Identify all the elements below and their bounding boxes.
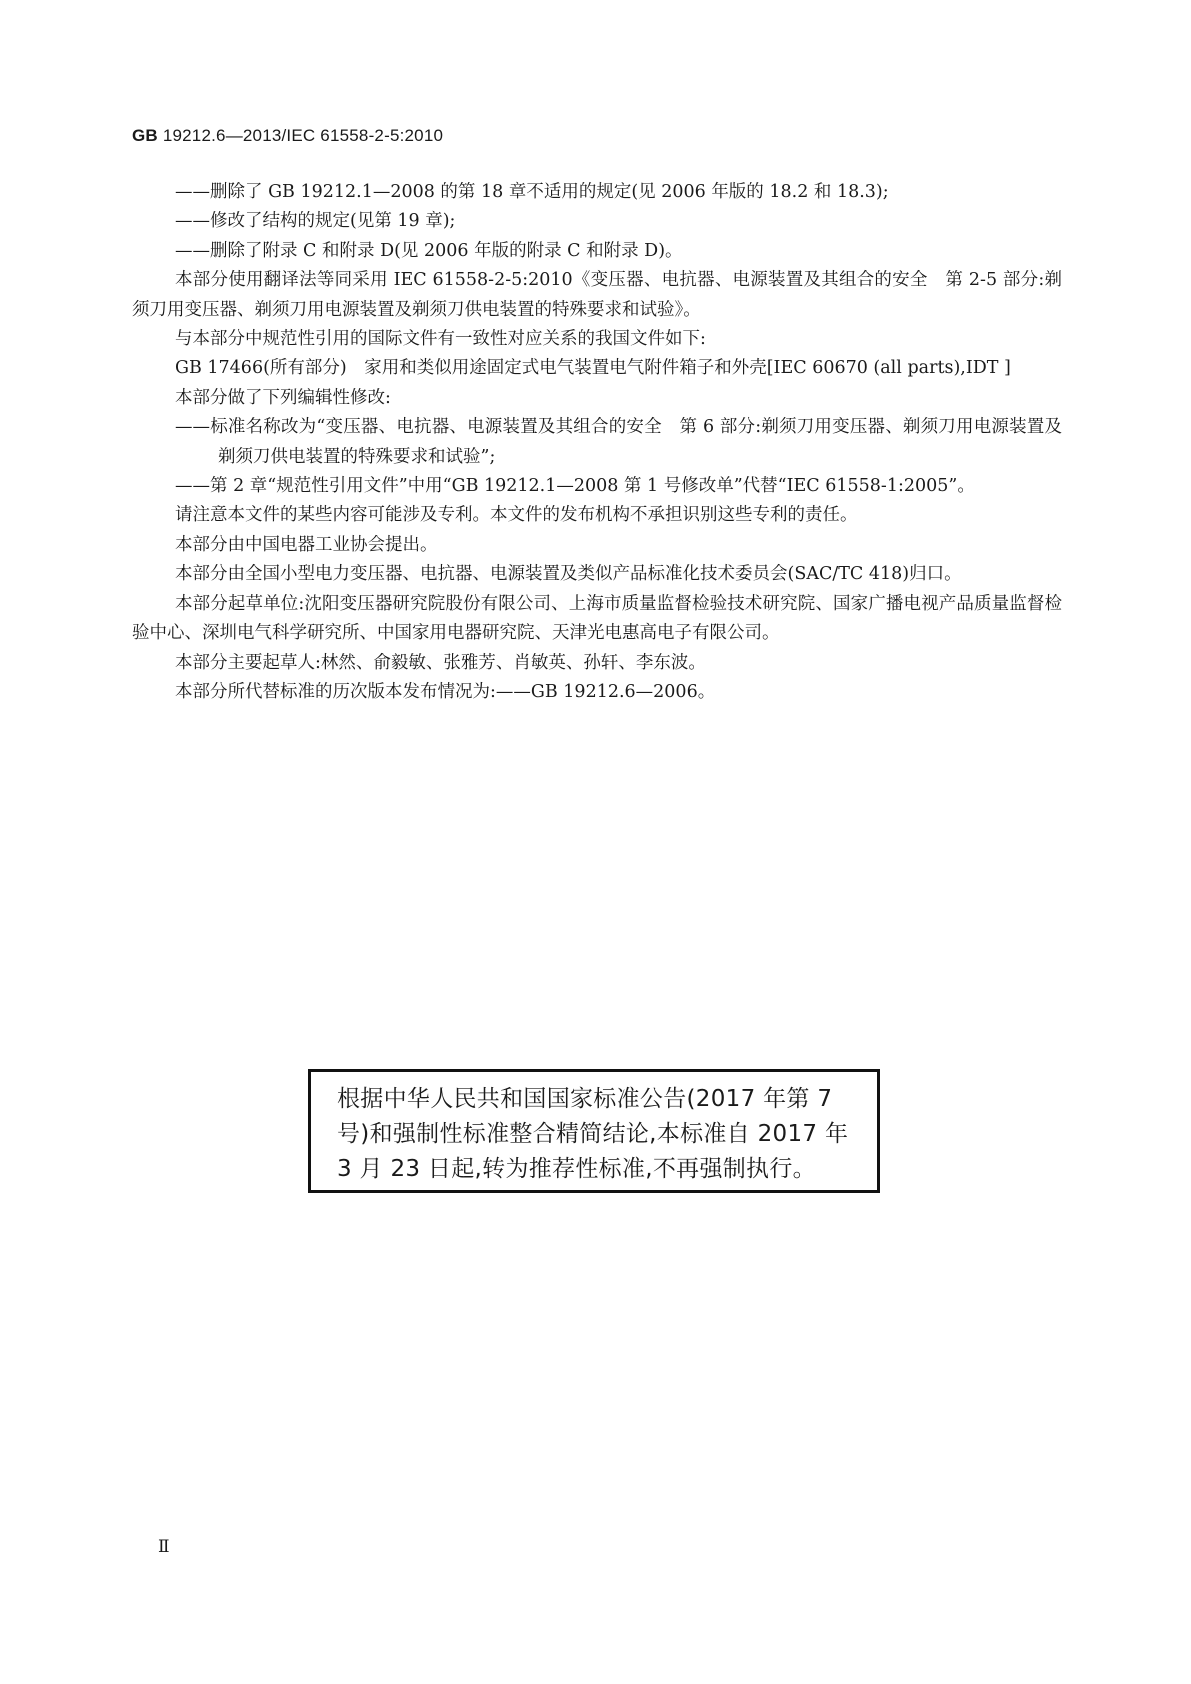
editorial-changes-intro: 本部分做了下列编辑性修改: [175,387,391,408]
proposer-paragraph: 本部分由中国电器工业协会提出。 [175,534,438,555]
adoption-paragraph: 本部分使用翻译法等同采用 IEC 61558-2-5:2010《变压器、电抗器、电源装置及其组合的安全 第 2-5 部分:剃须刀用变压器、剃须刀用电源装置及剃须刀供电装置的特殊要求和试验》。 [132,270,1062,320]
standard-prefix: GB [132,126,158,145]
change-item-delete-ch18: ——删除了 GB 19212.1—2008 的第 18 章不适用的规定(见 2006 年版的 18.2 和 18.3); [175,182,889,202]
page-number: Ⅱ [158,1537,170,1557]
change-item-delete-annex: ——删除了附录 C 和附录 D(见 2006 年版的附录 C 和附录 D)。 [175,240,683,261]
foreword-body [132,178,1062,707]
editorial-change-title: ——标准名称改为“变压器、电抗器、电源装置及其组合的安全 第 6 部分:剃须刀用变压器、剃须刀用电源装置及剃须刀供电装置的特殊要求和试验”; [175,417,1062,467]
technical-committee-paragraph: 本部分由全国小型电力变压器、电抗器、电源装置及类似产品标准化技术委员会(SAC/TC 418)归口。 [175,564,962,585]
previous-editions-paragraph: 本部分所代替标准的历次版本发布情况为:——GB 19212.6—2006。 [175,681,716,702]
correspondence-item: GB 17466(所有部分) 家用和类似用途固定式电气装置电气附件箱子和外壳[IEC 60670 (all parts),IDT ] [175,358,1011,379]
drafting-units-paragraph: 本部分起草单位:沈阳变压器研究院股份有限公司、上海市质量监督检验技术研究院、国家广播电视产品质量监督检验中心、深圳电气科学研究所、中国家用电器研究院、天津光电惠高电子有限公司。 [132,593,1062,644]
drafters-paragraph: 本部分主要起草人:林然、俞毅敏、张雅芳、肖敏英、孙轩、李东波。 [175,652,706,673]
editorial-change-references: ——第 2 章“规范性引用文件”中用“GB 19212.1—2008 第 1 号修改单”代替“IEC 61558-1:2005”。 [175,476,975,497]
page-header [132,126,443,146]
change-item-structure: ——修改了结构的规定(见第 19 章); [175,211,456,232]
mandatory-status-notice-box [308,1069,880,1193]
correspondence-intro: 与本部分中规范性引用的国际文件有一致性对应关系的我国文件如下: [175,329,706,350]
patent-notice: 请注意本文件的某些内容可能涉及专利。本文件的发布机构不承担识别这些专利的责任。 [175,505,858,526]
notice-text: 根据中华人民共和国国家标准公告(2017 年第 7 号)和强制性标准整合精简结论,本标准自 2017 年 3 月 23 日起,转为推荐性标准,不再强制执行。 [337,1086,849,1182]
standard-number: 19212.6—2013/IEC 61558-2-5:2010 [162,126,444,145]
